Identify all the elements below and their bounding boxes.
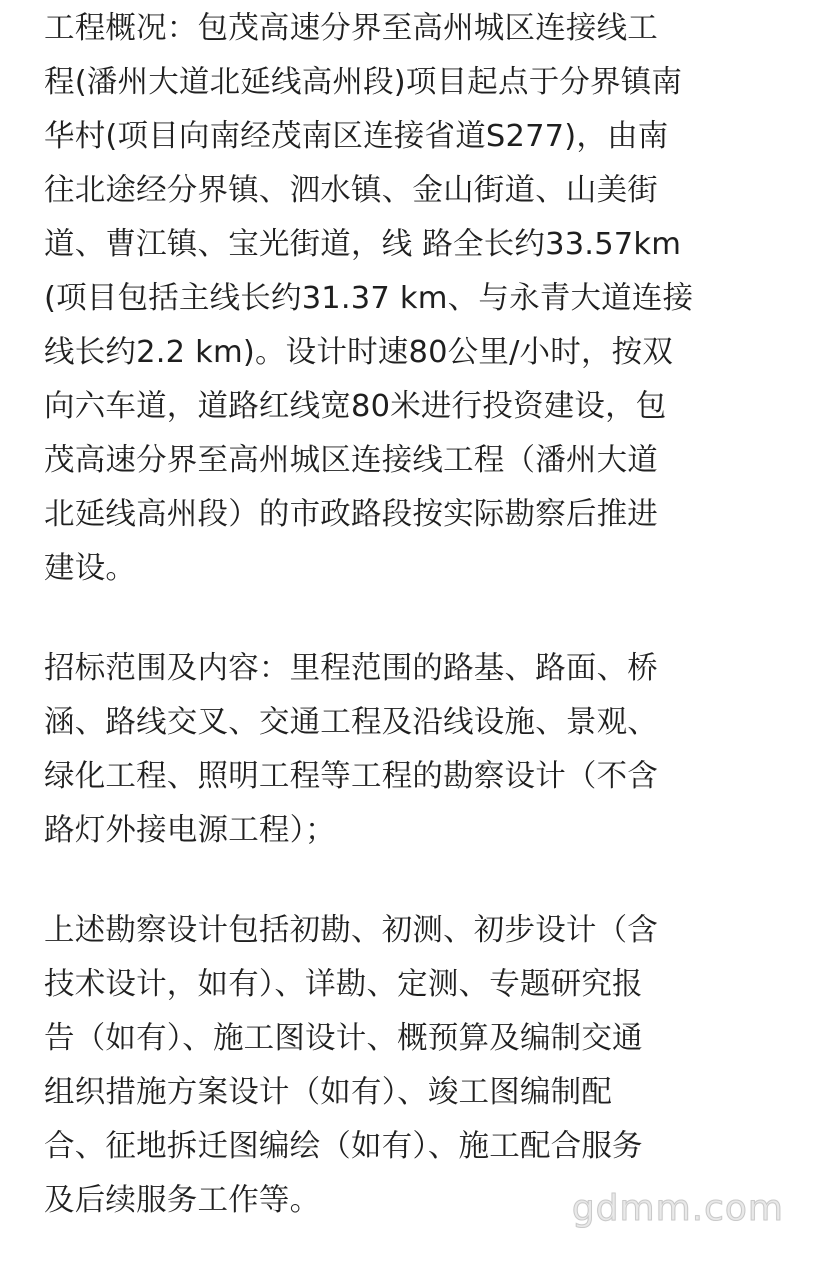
site-watermark: gdmm.com [571,1188,784,1229]
text-line: 北延线高州段）的市政路段按实际勘察后推进 [44,497,658,532]
text-line: 工程概况：包茂高速分界至高州城区连接线工 [44,11,658,46]
text-line: 绿化工程、照明工程等工程的勘察设计（不含 [44,759,658,794]
text-line: (项目包括主线长约31.37 km、与永青大道连接 [44,281,694,316]
text-line: 路灯外接电源工程）； [44,813,336,848]
text-line: 技术设计，如有）、详勘、定测、专题研究报 [44,967,643,1002]
text-line: 线长约2.2 km)。设计时速80公里/小时，按双 [44,335,674,370]
paragraph-project-overview [44,2,796,596]
text-line: 及后续服务工作等。 [44,1183,321,1218]
paragraph-spacer [44,858,796,904]
text-line: 建设。 [44,551,137,586]
text-line: 告（如有）、施工图设计、概预算及编制交通 [44,1021,643,1056]
paragraph-survey-design-scope [44,904,796,1228]
text-line: 程(潘州大道北延线高州段)项目起点于分界镇南 [44,65,683,100]
text-line: 组织措施方案设计（如有）、竣工图编制配 [44,1075,613,1110]
text-line: 涵、路线交叉、交通工程及沿线设施、景观、 [44,705,658,740]
text-line: 上述勘察设计包括初勘、初测、初步设计（含 [44,913,658,948]
text-line: 华村(项目向南经茂南区连接省道S277)，由南 [44,119,669,154]
text-line: 招标范围及内容：里程范围的路基、路面、桥 [44,651,658,686]
text-line: 往北途经分界镇、泗水镇、金山街道、山美街 [44,173,658,208]
paragraph-spacer [44,596,796,642]
text-line: 道、曹江镇、宝光街道，线 路全长约33.57km [44,227,682,262]
text-line: 向六车道，道路红线宽80米进行投资建设，包 [44,389,667,424]
article-body [44,0,796,1228]
text-line: 合、征地拆迁图编绘（如有）、施工配合服务 [44,1129,643,1164]
text-line: 茂高速分界至高州城区连接线工程（潘州大道 [44,443,658,478]
paragraph-bidding-scope [44,642,796,858]
